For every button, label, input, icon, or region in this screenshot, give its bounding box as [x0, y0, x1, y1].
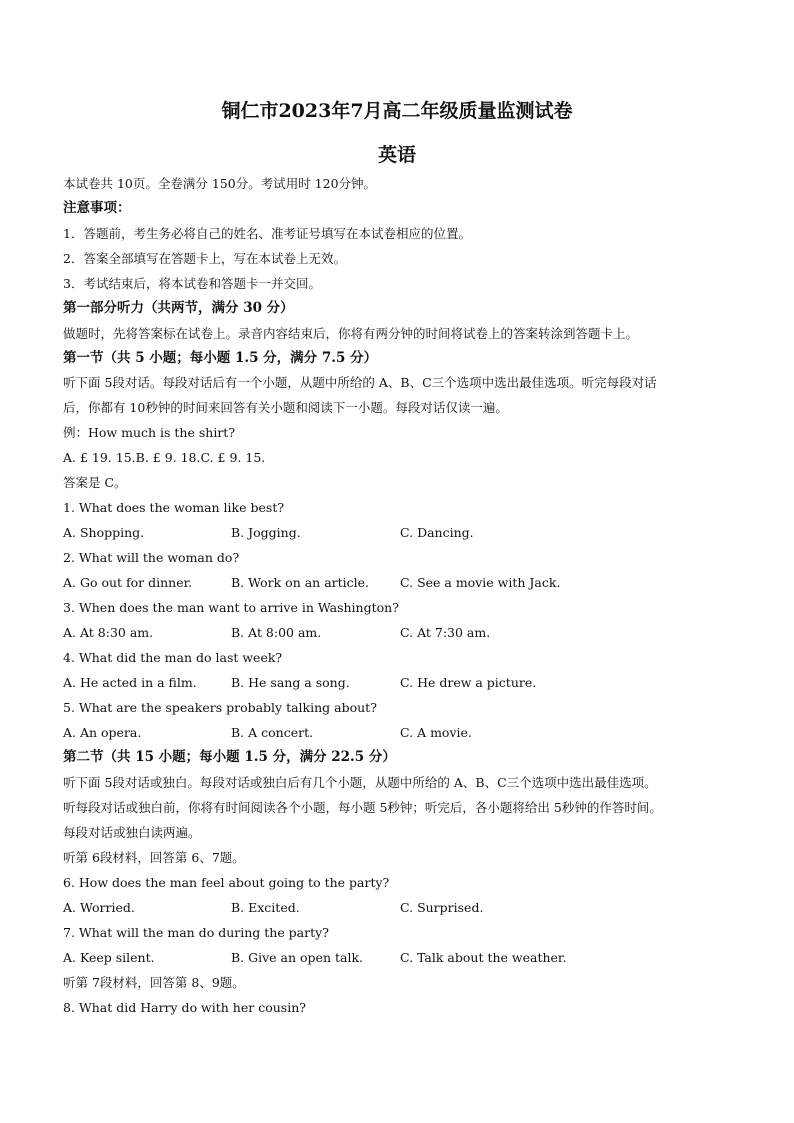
section2-instruction: 每段对话或独白读两遍。 — [63, 825, 201, 840]
option-a: A. At 8:30 am. — [63, 625, 154, 640]
notes-heading: 注意事项： — [63, 200, 131, 216]
option-c: C. Talk about the weather. — [400, 950, 567, 965]
question: 6. How does the man feel about going to the party? — [63, 875, 390, 890]
option-b: B. Jogging. — [231, 525, 301, 540]
option-b: B. Excited. — [231, 900, 300, 915]
question: 5. What are the speakers probably talking about? — [63, 700, 377, 715]
option-c: C. Dancing. — [400, 525, 474, 540]
option-a: A. Worried. — [63, 900, 135, 915]
note-item: 1．答题前，考生务必将自己的姓名、准考证号填写在本试卷相应的位置。 — [63, 226, 471, 241]
example-options: A. £ 19. 15.B. £ 9. 18.C. £ 9. 15. — [63, 450, 266, 465]
option-c: C. He drew a picture. — [400, 675, 537, 690]
option-b: B. At 8:00 am. — [231, 625, 322, 640]
section2-instruction: 听每段对话或独白前，你将有时间阅读各个小题，每小题 5秒钟；听完后，各小题将给出 5秒钟的作答时间。 — [63, 800, 662, 815]
subject-title: 英语 — [377, 144, 416, 166]
option-b: B. Work on an article. — [231, 575, 370, 590]
question: 1. What does the woman like best? — [63, 500, 285, 515]
option-a: A. Shopping. — [63, 525, 145, 540]
section1-instruction: 听下面 5段对话。每段对话后有一个小题，从题中所给的 A、B、C三个选项中选出最佳选项。听完每段对话 — [63, 375, 657, 390]
option-a: A. An opera. — [63, 725, 142, 740]
section1-heading: 第一节（共 5 小题；每小题 1.5 分，满分 7.5 分） — [63, 350, 378, 366]
option-b: B. A concert. — [231, 725, 314, 740]
example-answer: 答案是 C。 — [63, 475, 127, 490]
option-c: C. Surprised. — [400, 900, 484, 915]
material-note: 听第 7段材料，回答第 8、9题。 — [63, 975, 245, 990]
section1-instruction: 后，你都有 10秒钟的时间来回答有关小题和阅读下一小题。每段对话仅读一遍。 — [63, 400, 508, 415]
question: 3. When does the man want to arrive in Washington? — [63, 600, 399, 615]
section2-heading: 第二节（共 15 小题；每小题 1.5 分，满分 22.5 分） — [63, 749, 396, 765]
question: 4. What did the man do last week? — [63, 650, 283, 665]
part1-instruction: 做题时，先将答案标在试卷上。录音内容结束后，你将有两分钟的时间将试卷上的答案转涂到答题卡上。 — [63, 326, 639, 341]
option-c: C. A movie. — [400, 725, 472, 740]
example-question: 例：How much is the shirt? — [63, 425, 236, 440]
note-item: 3．考试结束后，将本试卷和答题卡一并交回。 — [63, 276, 321, 291]
option-c: C. See a movie with Jack. — [400, 575, 561, 590]
option-a: A. Go out for dinner. — [63, 575, 193, 590]
exam-title: 铜仁市2023年7月高二年级质量监测试卷 — [221, 100, 573, 122]
question: 7. What will the man do during the party? — [63, 925, 329, 940]
option-b: B. He sang a song. — [231, 675, 350, 690]
note-item: 2．答案全部填写在答题卡上，写在本试卷上无效。 — [63, 251, 346, 266]
option-b: B. Give an open talk. — [231, 950, 363, 965]
intro-text: 本试卷共 10页。全卷满分 150分。考试用时 120分钟。 — [63, 176, 377, 191]
option-a: A. He acted in a film. — [63, 675, 197, 690]
material-note: 听第 6段材料，回答第 6、7题。 — [63, 850, 245, 865]
question: 8. What did Harry do with her cousin? — [63, 1000, 306, 1015]
question: 2. What will the woman do? — [63, 550, 240, 565]
part1-heading: 第一部分听力（共两节，满分 30 分） — [63, 300, 294, 316]
section2-instruction: 听下面 5段对话或独白。每段对话或独白后有几个小题，从题中所给的 A、B、C三个选项中选出最佳选项。 — [63, 775, 657, 790]
option-c: C. At 7:30 am. — [400, 625, 491, 640]
option-a: A. Keep silent. — [63, 950, 155, 965]
